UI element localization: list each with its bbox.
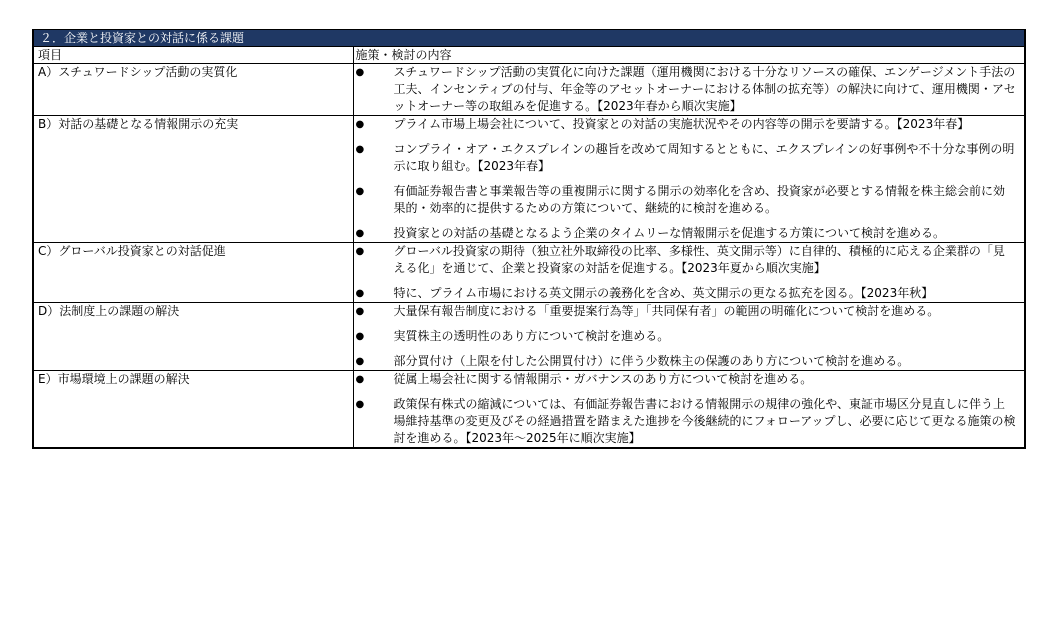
row-measures-cell	[353, 64, 1024, 116]
row-category-label: B）対話の基礎となる情報開示の充実	[34, 116, 353, 243]
row-measures-cell	[353, 371, 1024, 448]
measure-list-item	[354, 64, 1017, 115]
measure-text: 投資家との対話の基礎となるよう企業のタイムリーな情報開示を促進する方策について検討を進める。	[393, 226, 946, 240]
table-title: ２．企業と投資家との対話に係る課題	[34, 30, 1024, 46]
measure-text: 政策保有株式の縮減については、有価証券報告書における情報開示の規律の強化や、東証市場区分見直しに伴う上場維持基準の変更及びその経過措置を踏まえた進捗を今後継続的にフォローアップし、必要に応じて更なる施策の検討を進める。【2023年～2025年に順次実施】	[393, 397, 1016, 445]
issues-table	[34, 46, 1024, 447]
table-row	[34, 243, 1024, 303]
measure-list-item	[354, 116, 1017, 133]
measure-text: コンプライ・オア・エクスプレインの趣旨を改めて周知するとともに、エクスプレインの好事例や不十分な事例の明示に取り組む。【2023年春】	[393, 142, 1015, 173]
row-measures-cell	[353, 243, 1024, 303]
table-header-row	[34, 47, 1024, 64]
row-category-label: D）法制度上の課題の解決	[34, 303, 353, 371]
bullet-icon: ●	[355, 144, 365, 155]
bullet-icon: ●	[355, 67, 365, 78]
row-measures-cell	[353, 116, 1024, 243]
bullet-icon: ●	[355, 399, 365, 410]
bullet-icon: ●	[355, 119, 365, 130]
measure-list-item	[354, 243, 1017, 277]
measure-text: 実質株主の透明性のあり方について検討を進める。	[393, 329, 670, 343]
bullet-icon: ●	[355, 331, 365, 342]
row-category-label: C）グローバル投資家との対話促進	[34, 243, 353, 303]
bullet-icon: ●	[355, 186, 365, 197]
row-category-label: A）スチュワードシップ活動の実質化	[34, 64, 353, 116]
measure-text: 特に、プライム市場における英文開示の義務化を含め、英文開示の更なる拡充を図る。【2023年秋】	[393, 286, 934, 300]
table-row	[34, 371, 1024, 448]
column-header-measures: 施策・検討の内容	[353, 47, 1024, 64]
measure-text: 有価証券報告書と事業報告等の重複開示に関する開示の効率化を含め、投資家が必要とする情報を株主総会前に効果的・効率的に提供するための方策について、継続的に検討を進める。	[393, 184, 1006, 215]
measure-list-item	[354, 396, 1017, 447]
measure-list-item	[354, 371, 1017, 388]
measure-text: スチュワードシップ活動の実質化に向けた課題（運用機関における十分なリソースの確保、エンゲージメント手法の工夫、インセンティブの付与、年金等のアセットオーナーにおける体制の拡充等）の解決に向けて、運用機関・アセットオーナー等の取組みを促進する。【2023年春から順次実施】	[393, 65, 1016, 113]
measure-list-item	[354, 285, 1017, 302]
bullet-icon: ●	[355, 288, 365, 299]
bullet-icon: ●	[355, 306, 365, 317]
measure-text: 従属上場会社に関する情報開示・ガバナンスのあり方について検討を進める。	[393, 372, 813, 386]
row-category-label: E）市場環境上の課題の解決	[34, 371, 353, 448]
measure-text: グローバル投資家の期待（独立社外取締役の比率、多様性、英文開示等）に自律的、積極的に応える企業群の「見える化」を通じて、企業と投資家の対話を促進する。【2023年夏から順次実施】	[393, 244, 1005, 275]
table-row	[34, 303, 1024, 371]
measure-list-item	[354, 303, 1017, 320]
bullet-icon: ●	[355, 374, 365, 385]
measure-list-item	[354, 353, 1017, 370]
measure-text: 部分買付け（上限を付した公開買付け）に伴う少数株主の保護のあり方について検討を進める。	[393, 354, 910, 368]
issues-table-sheet	[32, 29, 1026, 449]
measure-list-item	[354, 225, 1017, 242]
row-measures-cell	[353, 303, 1024, 371]
bullet-icon: ●	[355, 228, 365, 239]
measure-text: プライム市場上場会社について、投資家との対話の実施状況やその内容等の開示を要請する。【2023年春】	[393, 117, 970, 131]
measure-list-item	[354, 141, 1017, 175]
bullet-icon: ●	[355, 246, 365, 257]
table-row	[34, 64, 1024, 116]
measure-list-item	[354, 183, 1017, 217]
measure-text: 大量保有報告制度における「重要提案行為等」「共同保有者」の範囲の明確化について検討を進める。	[393, 304, 940, 318]
bullet-icon: ●	[355, 356, 365, 367]
measure-list-item	[354, 328, 1017, 345]
table-row	[34, 116, 1024, 243]
column-header-item: 項目	[34, 47, 353, 64]
